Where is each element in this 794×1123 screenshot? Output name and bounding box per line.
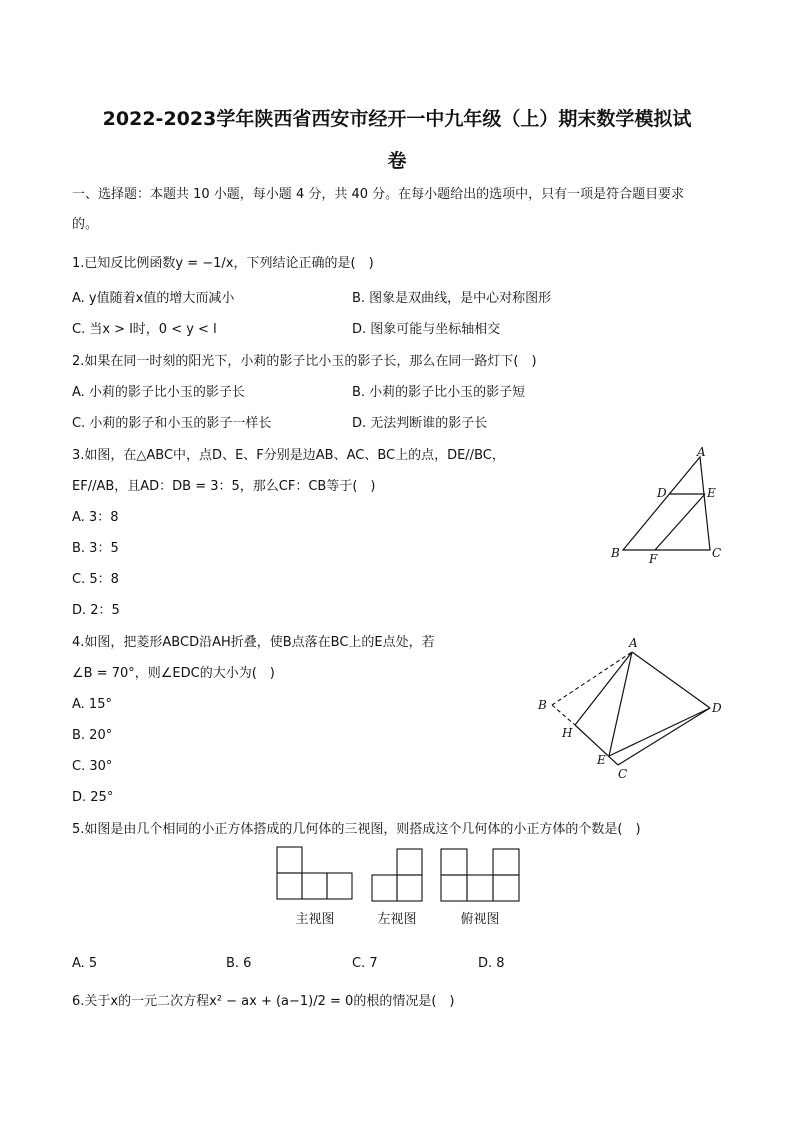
q3-label-e: E [707, 486, 716, 500]
q4-stem-line2: ∠B = 70°，则∠EDC的大小为( ) [72, 666, 275, 681]
q3-option-c: C. 5：8 [72, 572, 119, 587]
q3-option-a: A. 3：8 [72, 510, 119, 525]
q4-label-c: C [618, 767, 628, 781]
q5-stem: 5.如图是由几个相同的小正方体搭成的几何体的三视图，则搭成这个几何体的小正方体的个数是( ) [72, 822, 641, 837]
q3-option-b: B. 3：5 [72, 541, 119, 556]
q4-segment-ad [632, 652, 710, 708]
q1-option-d: D. 图象可能与坐标轴相交 [352, 322, 501, 337]
q3-option-d: D. 2：5 [72, 603, 120, 618]
q5-front-view-caption: 主视图 [295, 912, 335, 927]
q4-label-b: B [538, 698, 547, 712]
q5-left-view-caption: 左视图 [377, 912, 417, 927]
q4-option-b: B. 20° [72, 728, 113, 743]
q3-stem-line1: 3.如图，在△ABC中，点D、E、F分别是边AB、AC、BC上的点，DE//BC， [72, 448, 505, 463]
q4-label-e: E [597, 753, 606, 767]
section-heading: 一、选择题：本题共 10 小题，每小题 4 分，共 40 分。在每小题给出的选项中，只有一项是符合题目要求 [72, 187, 685, 202]
q5-left-view [369, 847, 425, 903]
q1-option-a: A. y值随着x值的增大而减小 [72, 291, 235, 306]
q1-stem: 1.已知反比例函数y = −1/x，下列结论正确的是( ) [72, 256, 374, 271]
q4-rhombus-figure [530, 633, 740, 783]
q2-option-c: C. 小莉的影子和小玉的影子一样长 [72, 416, 272, 431]
q2-option-b: B. 小莉的影子比小玉的影子短 [352, 385, 526, 400]
q5-front-view [275, 845, 355, 901]
page-title-line1: 2022-2023学年陕西省西安市经开一中九年级（上）期末数学模拟试 [102, 108, 692, 130]
q4-option-d: D. 25° [72, 790, 114, 805]
q4-stem-line1: 4.如图，把菱形ABCD沿AH折叠，使B点落在BC上的E点处，若 [72, 635, 435, 650]
q4-label-d: D [712, 701, 722, 715]
section-heading-cont: 的。 [72, 217, 99, 232]
q4-segment-ba-dashed [552, 652, 632, 705]
q4-option-c: C. 30° [72, 759, 113, 774]
q2-stem: 2.如果在同一时刻的阳光下，小莉的影子比小玉的影子长，那么在同一路灯下( ) [72, 354, 537, 369]
q3-label-c: C [712, 546, 722, 560]
q1-option-c: C. 当x > l时，0 < y < l [72, 322, 217, 337]
q1-option-b: B. 图象是双曲线，是中心对称图形 [352, 291, 552, 306]
q3-label-d: D [657, 486, 667, 500]
q4-segment-ed [609, 708, 710, 756]
q6-stem: 6.关于x的一元二次方程x² − ax + (a−1)/2 = 0的根的情况是( ) [72, 994, 455, 1009]
q3-label-f: F [649, 552, 658, 566]
q5-top-view-caption: 俯视图 [460, 912, 500, 927]
q4-segment-bh-dashed [552, 705, 575, 725]
q2-option-d: D. 无法判断谁的影子长 [352, 416, 488, 431]
q2-option-a: A. 小莉的影子比小玉的影子长 [72, 385, 245, 400]
q4-label-h: H [562, 726, 573, 740]
q5-option-b: B. 6 [226, 956, 252, 971]
q4-option-a: A. 15° [72, 697, 112, 712]
q3-triangle-figure [605, 445, 745, 575]
page-title-line2: 卷 [387, 150, 407, 172]
q3-label-a: A [697, 445, 706, 459]
q5-option-a: A. 5 [72, 956, 98, 971]
q4-label-a: A [629, 636, 638, 650]
q3-label-b: B [611, 546, 620, 560]
q5-option-c: C. 7 [352, 956, 378, 971]
q5-top-view [439, 847, 521, 903]
q4-segment-dc [618, 708, 710, 765]
q5-option-d: D. 8 [478, 956, 505, 971]
q3-stem-line2: EF//AB，且AD：DB = 3：5，那么CF：CB等于( ) [72, 479, 376, 494]
